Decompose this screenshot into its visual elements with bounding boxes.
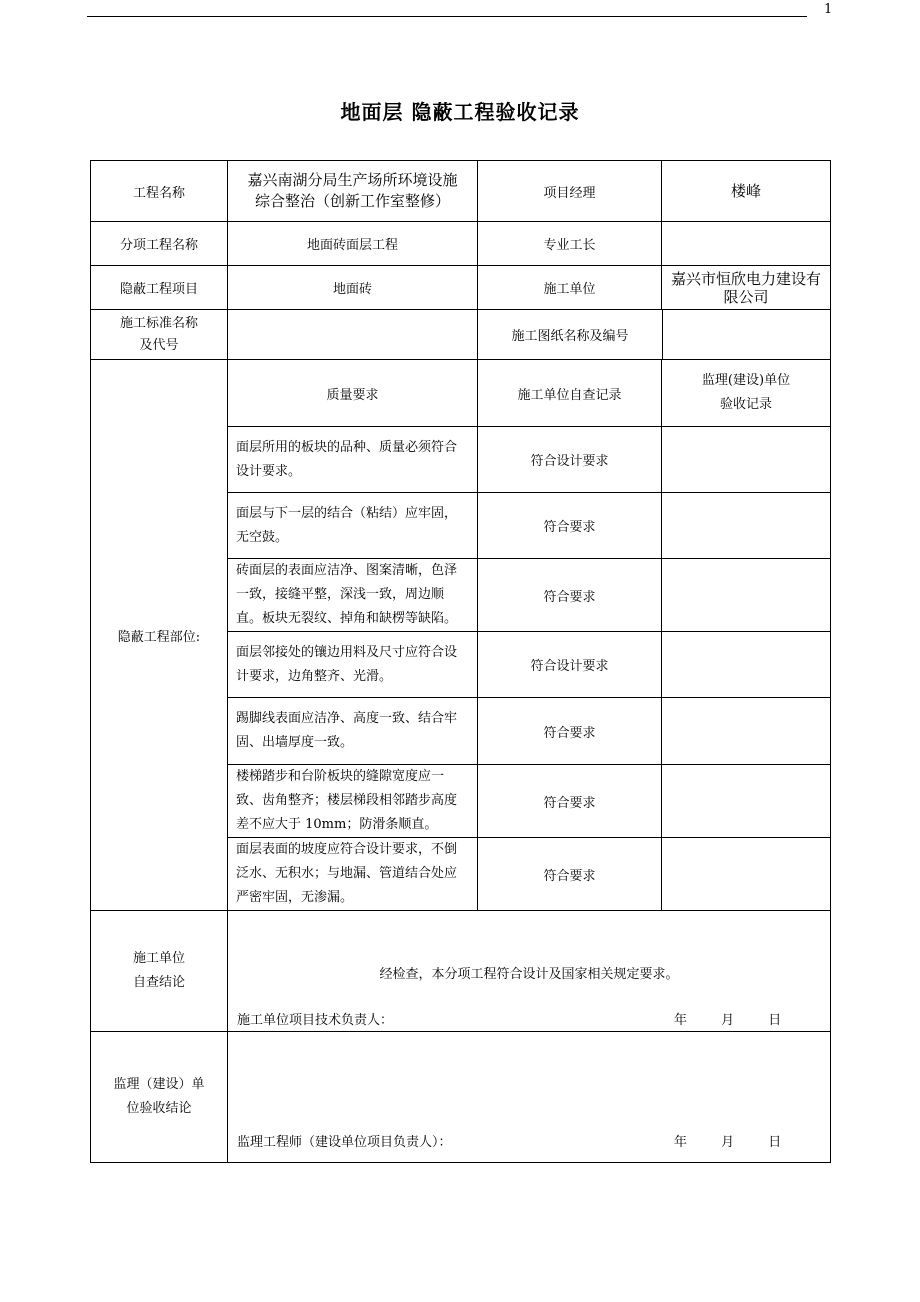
quality-requirement: 面层邻接处的镶边用料及尺寸应符合设计要求，边角整齐、光滑。 (228, 632, 478, 698)
project-manager-value: 楼峰 (662, 161, 831, 222)
self-check-conclusion-label: 施工单位自查结论 (91, 911, 228, 1032)
self-check-record: 符合要求 (478, 559, 662, 632)
supervision-conclusion-cell (228, 1032, 831, 1163)
header-rule (87, 16, 807, 17)
foreman-label: 专业工长 (478, 222, 662, 266)
standard-label: 施工标准名称及代号 (91, 310, 228, 360)
col-supervision-header: 监理(建设)单位验收记录 (662, 360, 831, 427)
supervision-record (662, 765, 831, 838)
self-check-record: 符合要求 (478, 838, 662, 911)
row-hidden-item (91, 266, 831, 310)
self-check-date-label: 年 月 日 (674, 1013, 782, 1028)
project-name-label: 工程名称 (91, 161, 228, 222)
supervision-record (662, 838, 831, 911)
subproject-value: 地面砖面层工程 (228, 222, 478, 266)
contractor-label: 施工单位 (478, 266, 662, 310)
self-check-record: 符合设计要求 (478, 427, 662, 493)
page-number: 1 (824, 2, 833, 17)
quality-requirement: 面层表面的坡度应符合设计要求，不倒泛水、无积水；与地漏、管道结合处应严密牢固，无渗漏。 (228, 838, 478, 911)
document-title: 地面层 隐蔽工程验收记录 (340, 100, 580, 124)
supervision-record (662, 427, 831, 493)
row-standard (91, 310, 831, 360)
supervision-conclusion-label: 监理（建设）单位验收结论 (91, 1032, 228, 1163)
contractor-value: 嘉兴市恒欣电力建设有限公司 (662, 266, 831, 310)
supervision-record (662, 493, 831, 559)
drawing-value (663, 310, 830, 359)
hidden-part-label: 隐蔽工程部位: (91, 360, 228, 911)
subproject-label: 分项工程名称 (91, 222, 228, 266)
inspection-record-table (90, 160, 831, 1163)
quality-requirement: 面层所用的板块的品种、质量必须符合设计要求。 (228, 427, 478, 493)
col-quality-header: 质量要求 (228, 360, 478, 427)
row-subproject (91, 222, 831, 266)
row-project-name (91, 161, 831, 222)
hidden-item-label: 隐蔽工程项目 (91, 266, 228, 310)
supervision-record (662, 559, 831, 632)
row-self-check-conclusion (91, 911, 831, 1032)
project-name-value: 嘉兴南湖分局生产场所环境设施综合整治（创新工作室整修） (228, 161, 478, 222)
row-supervision-conclusion (91, 1032, 831, 1163)
supervision-record (662, 698, 831, 765)
col-self-check-header: 施工单位自查记录 (478, 360, 662, 427)
drawing-label: 施工图纸名称及编号 (478, 310, 663, 359)
hidden-item-value: 地面砖 (228, 266, 478, 310)
quality-requirement: 面层与下一层的结合（粘结）应牢固，无空鼓。 (228, 493, 478, 559)
standard-value (228, 310, 478, 360)
self-check-conclusion-text: 经检查，本分项工程符合设计及国家相关规定要求。 (379, 967, 679, 982)
supervision-record (662, 632, 831, 698)
self-check-conclusion-cell (228, 911, 831, 1032)
quality-requirement: 踢脚线表面应洁净、高度一致、结合牢固、出墙厚度一致。 (228, 698, 478, 765)
foreman-value (662, 222, 831, 266)
self-check-record: 符合设计要求 (478, 632, 662, 698)
quality-requirement: 砖面层的表面应洁净、图案清晰，色泽一致，接缝平整，深浅一致，周边顺直。板块无裂纹、掉角和缺楞等缺陷。 (228, 559, 478, 632)
self-check-record: 符合要求 (478, 493, 662, 559)
quality-requirement: 楼梯踏步和台阶板块的缝隙宽度应一致、齿角整齐；楼层梯段相邻踏步高度差不应大于 10mm；防滑条顺直。 (228, 765, 478, 838)
supervising-engineer-signature-label: 监理工程师（建设单位项目负责人）： (237, 1135, 452, 1150)
project-manager-label: 项目经理 (478, 161, 662, 222)
row-inspection-header (91, 360, 831, 427)
technical-lead-signature-label: 施工单位项目技术负责人： (237, 1013, 394, 1028)
self-check-record: 符合要求 (478, 698, 662, 765)
supervision-date-label: 年 月 日 (674, 1135, 782, 1150)
self-check-record: 符合要求 (478, 765, 662, 838)
